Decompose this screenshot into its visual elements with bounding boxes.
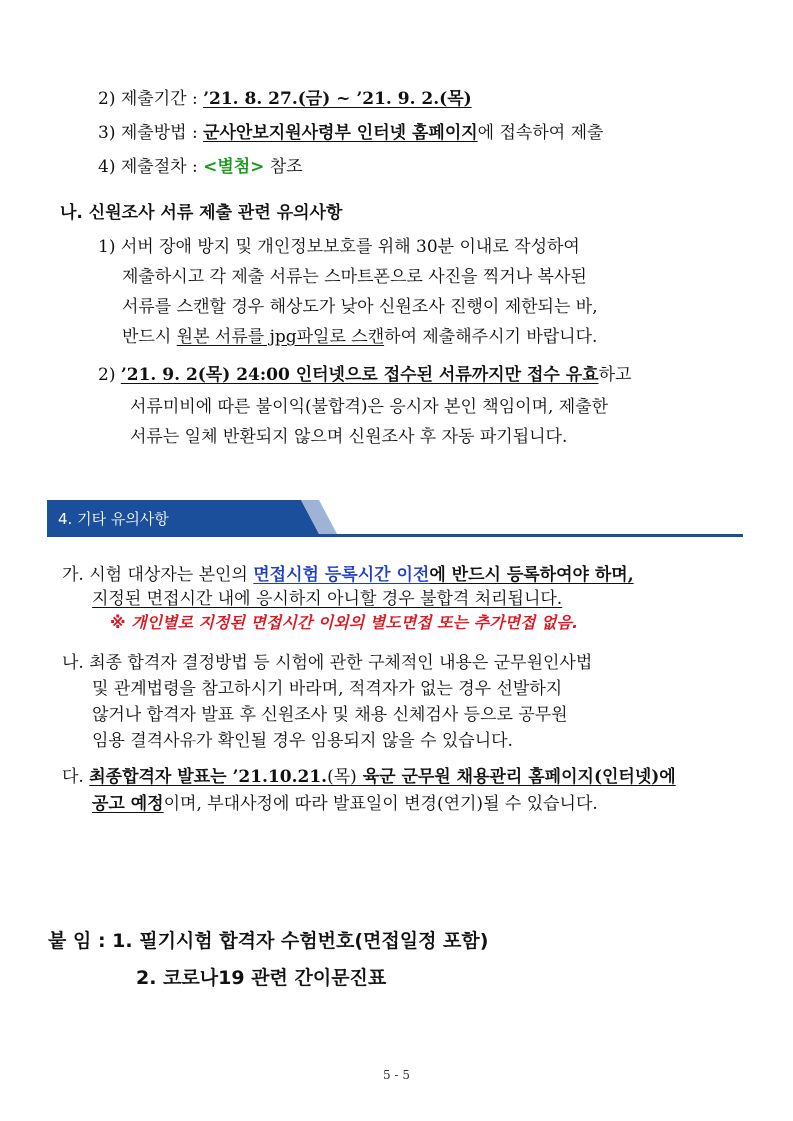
da-line2-bold: 공고 예정: [92, 794, 164, 814]
ga-bold: 에 반드시 등록하여야 하며,: [429, 565, 634, 585]
note-na-line3: 않거나 합격자 발표 후 신원조사 및 채용 신체검사 등으로 공무원: [92, 705, 568, 725]
item1-line4-prefix: 반드시: [122, 327, 177, 347]
caution-item2-line1: [98, 363, 631, 387]
note-da-line1: [62, 765, 676, 789]
period-value: ’21. 8. 27.(금) ~ ’21. 9. 2.(목): [203, 89, 472, 109]
da-normal: (목): [327, 767, 357, 787]
method-value: 군사안보지원사령부 인터넷 홈페이지: [203, 123, 478, 143]
caution-heading: 나. 신원조사 서류 제출 관련 유의사항: [60, 203, 343, 223]
section-bar-rule: [47, 534, 743, 537]
note-na-line4: 임용 결격사유가 확인될 경우 임용되지 않을 수 있습니다.: [92, 731, 513, 751]
caution-item1-line3: 서류를 스캔할 경우 해상도가 낮아 신원조사 진행이 제한되는 바,: [122, 297, 598, 317]
da-prefix: 다.: [62, 767, 90, 787]
procedure-label: 4) 제출절차 :: [98, 157, 204, 177]
attachments-label: 붙 임 :: [48, 930, 113, 952]
caution-item2-line3: 서류는 일체 반환되지 않으며 신원조사 후 자동 파기됩니다.: [130, 427, 568, 447]
submission-procedure: [98, 155, 303, 179]
section-title: 4. 기타 유의사항: [58, 510, 169, 528]
method-suffix: 에 접속하여 제출: [477, 123, 604, 143]
caution-item1-line2: 제출하시고 각 제출 서류는 스마트폰으로 사진을 찍거나 복사된: [122, 267, 587, 287]
attachment-item1: 1. 필기시험 합격자 수험번호(면접일정 포함): [112, 930, 489, 952]
da-bold1: 최종합격자 발표는 ’21.10.21.: [89, 767, 328, 787]
caution-item1-line4: [122, 325, 597, 349]
caution-item2-line2: 서류미비에 따른 불이익(불합격)은 응시자 본인 책임이며, 제출한: [130, 397, 609, 417]
item1-line4-suffix: 하여 제출해주시기 바랍니다.: [384, 327, 598, 347]
da-line2-suffix: 이며, 부대사정에 따라 발표일이 변경(연기)될 수 있습니다.: [163, 794, 598, 814]
item1-line4-underlined: 원본 서류를 jpg파일로 스캔: [176, 327, 385, 347]
caution-item1-line1: 1) 서버 장애 방지 및 개인정보보호를 위해 30분 이내로 작성하여: [98, 237, 580, 257]
method-label: 3) 제출방법 :: [98, 123, 204, 143]
note-ga-line2: 지정된 면접시간 내에 응시하지 아니할 경우 불합격 처리됩니다.: [92, 589, 563, 609]
ga-blue: 면접시험 등록시간 이전: [253, 565, 430, 585]
note-ga-warning: ※ 개인별로 지정된 면접시간 이외의 별도면접 또는 추가면접 없음.: [110, 613, 579, 632]
note-ga-line1: [62, 563, 634, 587]
note-na-line2: 및 관계법령을 참고하시기 바라며, 적격자가 없는 경우 선발하지: [92, 679, 563, 699]
item2-suffix: 하고: [598, 365, 632, 385]
ga-prefix: 가. 시험 대상자는 본인의: [62, 565, 254, 585]
attachment-item2: 2. 코로나19 관련 간이문진표: [136, 967, 387, 989]
period-label: 2) 제출기간 :: [98, 89, 204, 109]
note-da-line2: [92, 792, 598, 816]
item2-bold: ’21. 9. 2(목) 24:00 인터넷으로 접수된 서류까지만 접수 유효: [120, 365, 599, 385]
procedure-suffix: 참조: [264, 157, 303, 177]
procedure-value: <별첨>: [203, 157, 265, 177]
submission-method: [98, 121, 603, 145]
item2-prefix: 2): [98, 365, 121, 385]
submission-period: [98, 87, 472, 111]
page-number: 5 - 5: [383, 1068, 410, 1082]
da-bold2: 육군 군무원 채용관리 홈페이지(인터넷)에: [356, 767, 676, 787]
note-na-line1: 나. 최종 합격자 결정방법 등 시험에 관한 구체적인 내용은 군무원인사법: [62, 653, 593, 673]
attachments-line1: [48, 929, 488, 953]
